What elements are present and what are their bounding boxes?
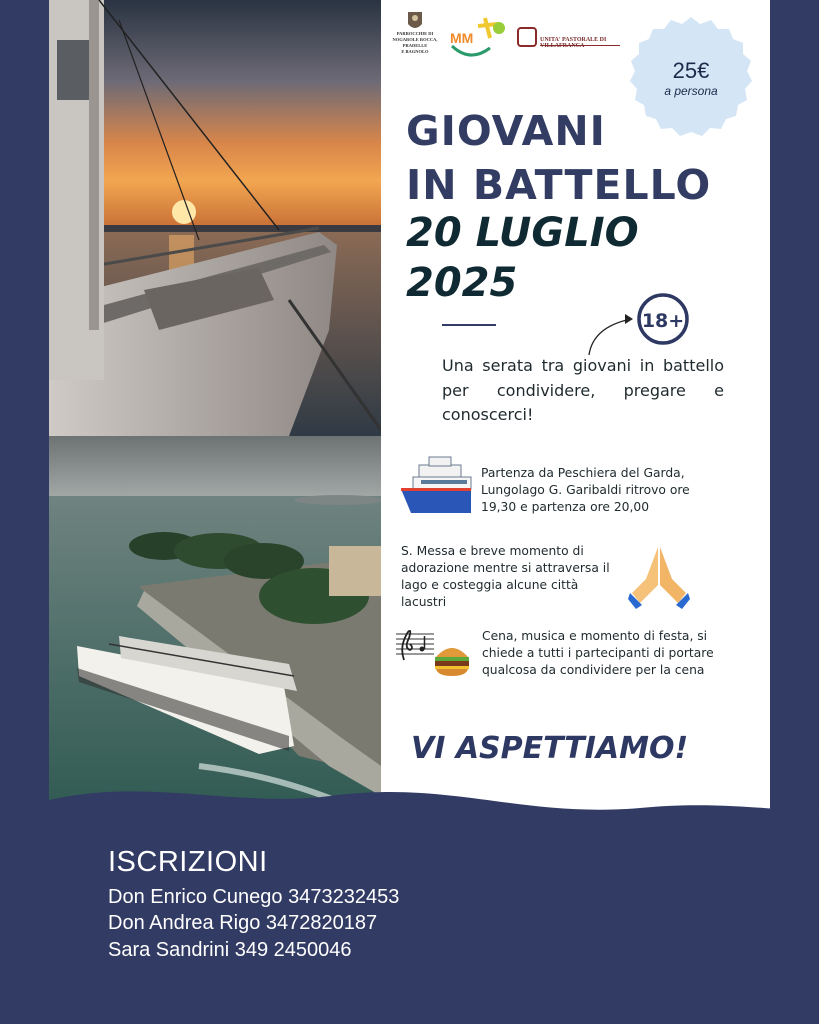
- divider: [442, 324, 496, 326]
- contact-line: Sara Sandrini 349 2450046: [108, 939, 352, 961]
- contact-line: Don Enrico Cunego 3473232453: [108, 886, 400, 908]
- price-unit: a persona: [664, 84, 718, 98]
- age-limit-icon: [636, 292, 694, 346]
- mass-info: S. Messa e breve momento di adorazione mentre si attraversa il lago e costeggia alcune città lacustri: [401, 544, 610, 609]
- dinner-info: Cena, musica e momento di festa, si chiede a tutti i partecipanti di portare qualcosa da condividere per la cena: [482, 629, 714, 677]
- harbor-boat-photo: [49, 436, 381, 816]
- departure-info: Partenza da Peschiera del Garda, Lungolago G. Garibaldi ritrovo ore 19,30 e partenza ore 20,00: [481, 466, 690, 514]
- event-date: 20 LUGLIO 2025: [406, 210, 639, 306]
- sponsor-logos: [390, 8, 630, 68]
- price-amount: 25€: [672, 58, 710, 83]
- pastoral-unit-logo-text: UNITA' PASTORALE DI VILLAFRANCA: [540, 37, 607, 49]
- wave-divider: [0, 770, 819, 840]
- svg-text:MM: MM: [450, 30, 474, 46]
- burger-icon: [434, 641, 470, 677]
- call-to-action: VI ASPETTIAMO!: [411, 731, 689, 766]
- event-title: GIOVANI IN BATTELLO: [406, 107, 712, 209]
- ferry-icon: [399, 453, 473, 517]
- contact-line: Don Andrea Rigo 3472820187: [108, 912, 378, 934]
- sunset-boat-photo: [49, 0, 381, 436]
- event-description: Una serata tra giovani in battello per condividere, pregare e conoscerci!: [442, 356, 724, 424]
- music-notes-icon: [396, 624, 434, 664]
- registration-title: ISCRIZIONI: [108, 846, 268, 878]
- parish-logo-text: PARROCCHIE DI NOGAROLE ROCCA, PRADELLE E BAGNOLO: [392, 31, 438, 54]
- age-limit-text: 18+: [641, 310, 685, 332]
- praying-hands-icon: [628, 543, 690, 613]
- curved-arrow-icon: [585, 305, 640, 360]
